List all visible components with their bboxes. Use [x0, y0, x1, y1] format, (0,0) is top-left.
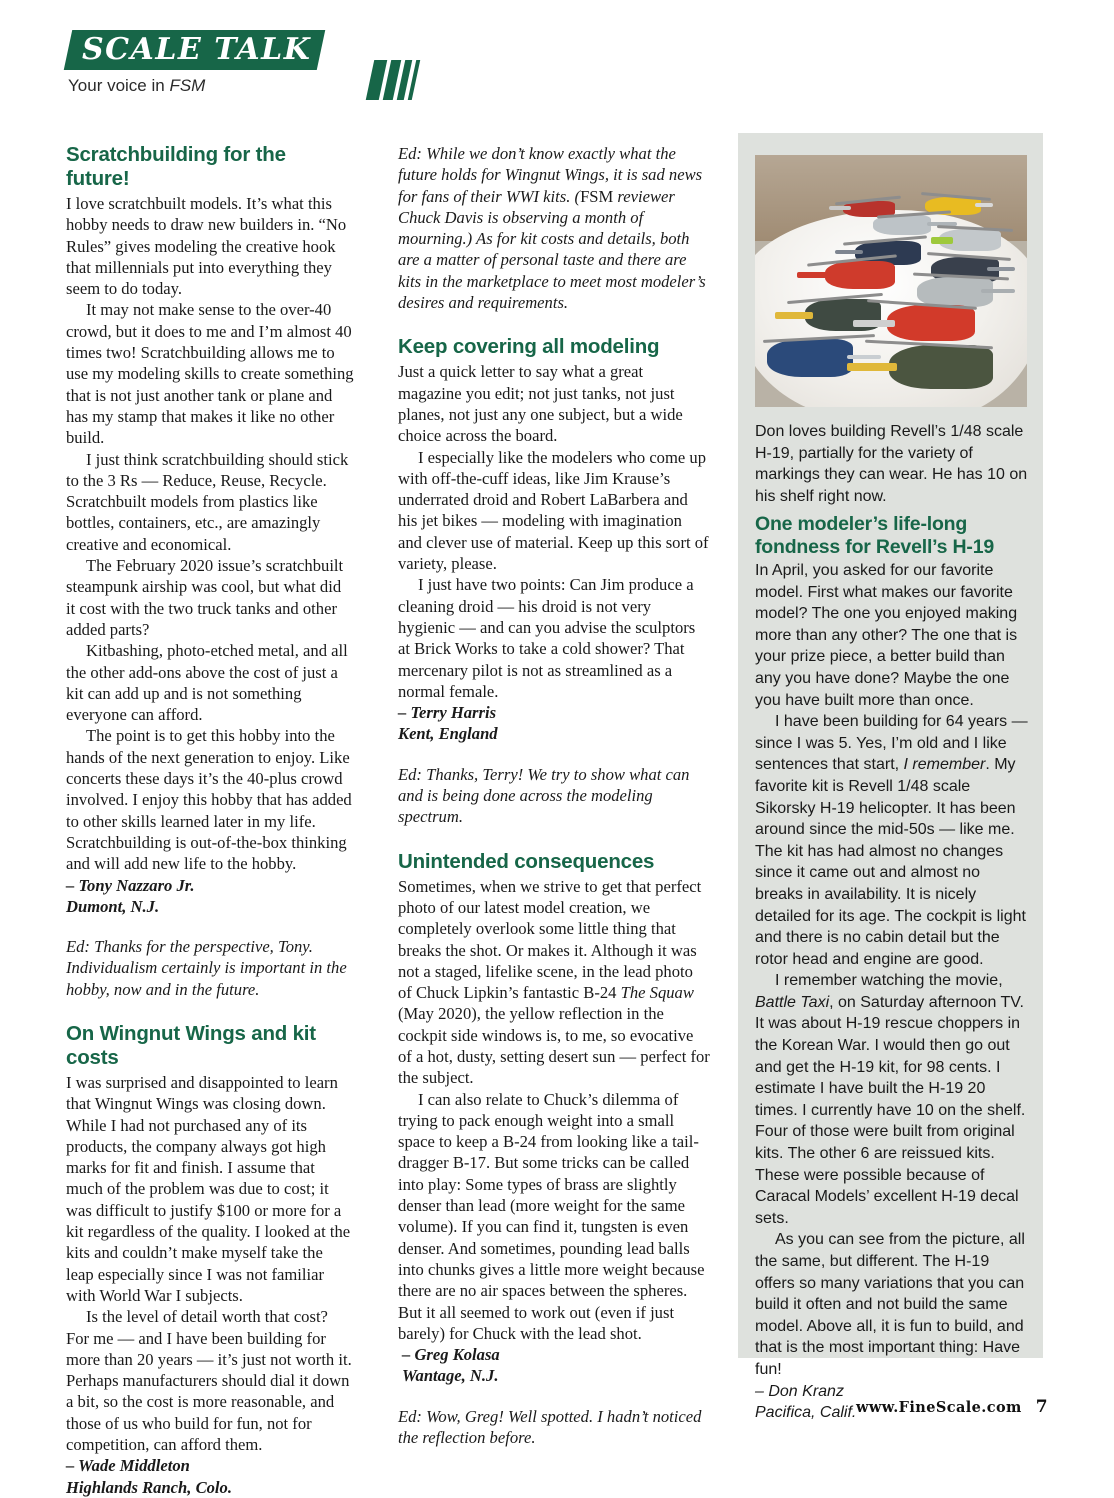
paragraph-part-a: I remember watching the movie, [775, 972, 1003, 990]
letter-signature-location: Wantage, N.J. [402, 1366, 499, 1386]
paragraph: The point is to get this hobby into the hands of the next generation to enjoy. Like concerts these days it’s the 40-plus crowd involved. I enjoy this hobby that has added to other skills learned later in my life. Scratchbuilding is out-of-the-box thinking and will add new life to the hobby. [66, 726, 352, 874]
paragraph-part-b: . My favorite kit is Revell 1/48 scale Sikorsky H-19 helicopter. It has been around since the mid-50s — like me. The kit has had almost no changes since it came out and almost no breaks in availability. It is nicely detailed for its age. The cockpit is light and there is no cabin detail but the rotor head and engine are good. [755, 756, 1026, 968]
letter-signature-name: – Terry Harris [398, 703, 497, 723]
editor-response: Ed: Thanks, Terry! We try to show what can and is being done across the modeling spectrum. [398, 764, 690, 827]
section-heading-scratchbuilding: Scratchbuilding for the future! [66, 143, 286, 190]
masthead-subtitle-emphasis: FSM [169, 76, 206, 95]
helicopter-model-olive-us-army [847, 343, 997, 389]
letter-signature-location: Pacifica, Calif. [755, 1404, 857, 1422]
paragraph: I just think scratchbuilding should stick to the 3 Rs — Reduce, Reuse, Recycle. Scratchbuilt models from plastics like bottles, containers, etc., are amazingly creative and economical. [66, 449, 349, 554]
paragraph: It may not make sense to the over-40 crowd, but it does to me and I’m almost 40 times two! Scratchbuilding allows me to use my modeling skills to create something that is not just another tank or plane and has my stamp that makes it like no other build. [66, 300, 354, 448]
paragraph [755, 970, 1031, 1229]
phrase-emphasis: I remember [903, 756, 986, 774]
letter-signature-name: – Don Kranz [755, 1382, 844, 1400]
paragraph: Kitbashing, photo-etched metal, and all the other add-ons above the cost of just a kit can add up and is not something everyone can afford. [66, 641, 348, 725]
helicopter-models-photo [755, 155, 1027, 407]
paragraph-part-b: , on Saturday afternoon TV. It was about H-19 rescue choppers in the Korean War. I would then go out and get the H-19 kit, for 98 cents. I estimate I have built the H-19 20 times. I currently have 10 on the shelf. Four of those were built from original kits. The other 6 are reissued kits. These were possible because of Caracal Models’ excellent H-19 decal sets. [755, 993, 1026, 1227]
letter-signature-name: – Greg Kolasa [402, 1345, 500, 1365]
helicopter-model-silver-green-band [931, 227, 1017, 251]
masthead-stripes-decoration [370, 60, 430, 100]
letter-signature-name: – Tony Nazzaro Jr. [66, 875, 195, 895]
masthead [68, 30, 1048, 100]
letter-signature-location: Highlands Ranch, Colo. [66, 1477, 232, 1497]
paragraph-part-a: I have been building for 64 years — since I was 5. Yes, I’m old and I like sentences that start, [755, 713, 1028, 774]
article-column-2 [398, 143, 710, 1448]
masthead-subtitle-text: Your voice in [68, 76, 170, 95]
paragraph: I just have two points: Can Jim produce a cleaning droid — his droid is not very hygienic — and can you advise the sculptors at Brick Works to take a cold shower? That mercenary pilot is not as streamlined as a normal female. [398, 575, 696, 701]
paragraph: In April, you asked for our favorite model. First what makes our favorite model? The one you enjoyed making more than any other? The one that is your prize piece, a better build than any you have done? Maybe the one you have built more than once. [755, 562, 1018, 709]
model-name-emphasis: The Squaw [620, 983, 694, 1003]
editor-response [398, 143, 710, 313]
section-heading-keep-covering: Keep covering all modeling [398, 335, 660, 359]
paragraph: I love scratchbuilt models. It’s what this hobby needs to draw new builders in. “No Rules” gives modeling the creative hook that millennials put into everything they seem to do today. [66, 194, 347, 299]
masthead-subtitle [68, 76, 205, 96]
magazine-abbreviation: FSM [580, 186, 614, 206]
letter-signature-location: Dumont, N.J. [66, 896, 160, 916]
movie-title-emphasis: Battle Taxi [755, 993, 830, 1011]
editor-response: Ed: Wow, Greg! Well spotted. I hadn’t noticed the reflection before. [398, 1406, 702, 1448]
paragraph: I can also relate to Chuck’s dilemma of trying to pack enough weight into a small space to keep a B-24 from looking like a tail-dragger B-17. But some tricks can be called into play: Some types of brass are slightly denser than lead (more weight for the same volume). If you can find it, tungsten is even denser. And sometimes, pounding lead balls into chunks gives a little more weight because there are no air spaces between the spheres. But it all seemed to work out (even if just barely) for Chuck with the lead shot. [398, 1089, 705, 1343]
section-heading-unintended: Unintended consequences [398, 849, 655, 873]
letter-signature-name: – Wade Middleton [66, 1456, 190, 1476]
paragraph [755, 711, 1031, 970]
page-footer [856, 1397, 1048, 1417]
paragraph: I especially like the modelers who come up with off-the-cuff ideas, like Jim Krause’s underrated droid and Robert LaBarbera and his jet bikes — modeling with imagination and clever use of material. Keep up this sort of variety, please. [398, 447, 709, 574]
letter-signature-location: Kent, England [398, 724, 498, 744]
paragraph-part-a: Sometimes, when we strive to get that perfect photo of our latest model creation, we completely overlook some little thing that breaks the shot. Or makes it. Although it was not a staged, lifelike scene, in the lead photo of Chuck Lipkin’s fantastic B-24 [398, 876, 702, 1003]
paragraph: The February 2020 issue’s scratchbuilt steampunk airship was cool, but what did it cost with the two truck tanks and other added parts? [66, 556, 344, 639]
website-url: www.FineScale.com [856, 1399, 1022, 1416]
editor-response-part-a: Ed: While we don’t know exactly what the future holds for Wingnut Wings, it is sad news for fans of their WWI kits. ( [398, 144, 703, 206]
paragraph: Is the level of detail worth that cost? For me — and I have been building for more than 20 years — it’s just not worth it. Perhaps manufacturers should dial it down a bit, so the cost is more reasonable, and those of us who build for fun, not for competition, can afford them. [66, 1307, 352, 1455]
photo-caption: Don loves building Revell’s 1/48 scale H-19, partially for the variety of markings they can wear. He has 10 on his shelf right now. [755, 423, 1028, 505]
paragraph: Just a quick letter to say what a great magazine you edit; not just tanks, not just planes, not just any one subject, but a wide choice across the board. [398, 362, 683, 446]
editor-response: Ed: Thanks for the perspective, Tony. Individualism certainly is important in the hobby, now and in the future. [66, 937, 347, 999]
paragraph-part-b: (May 2020), the yellow reflection in the cockpit side windows is, to me, so evocative of a hot, dusty, setting desert sun — perfect for the subject. [398, 1004, 710, 1088]
paragraph: I was surprised and disappointed to learn that Wingnut Wings was closing down. While I had not purchased any of its products, the company always got high marks for fit and finish. I assume that much of the problem was due to cost; it was difficult to justify $100 or more for a kit regardless of the quality. I looked at the kits and couldn’t make myself take the leap especially since I was not familiar with World War I subjects. [66, 1072, 351, 1305]
page-title: SCALE TALK [82, 32, 312, 67]
sidebar-heading-h19: One modeler’s life-long fondness for Revell’s H-19 [755, 513, 994, 558]
editor-response-part-b: reviewer Chuck Davis is observing a month of mourning.) As for kit costs and details, both are a matter of personal taste and there are kits in the marketplace to meet most modeler’s desires and requirements. [398, 186, 706, 313]
masthead-title-bar [64, 30, 326, 70]
sidebar-article [755, 513, 1031, 1424]
section-heading-wingnut: On Wingnut Wings and kit costs [66, 1021, 316, 1069]
helicopter-model-red-white-rescue [797, 259, 901, 289]
paragraph: As you can see from the picture, all the same, but different. The H-19 offers so many variations that you can build it often and not build the same model. Above all, it is fun to build, and that is the most important thing: Have fun! [755, 1231, 1025, 1378]
paragraph [398, 876, 710, 1089]
page-number: 7 [1035, 1397, 1048, 1417]
article-column-1 [66, 143, 354, 1498]
